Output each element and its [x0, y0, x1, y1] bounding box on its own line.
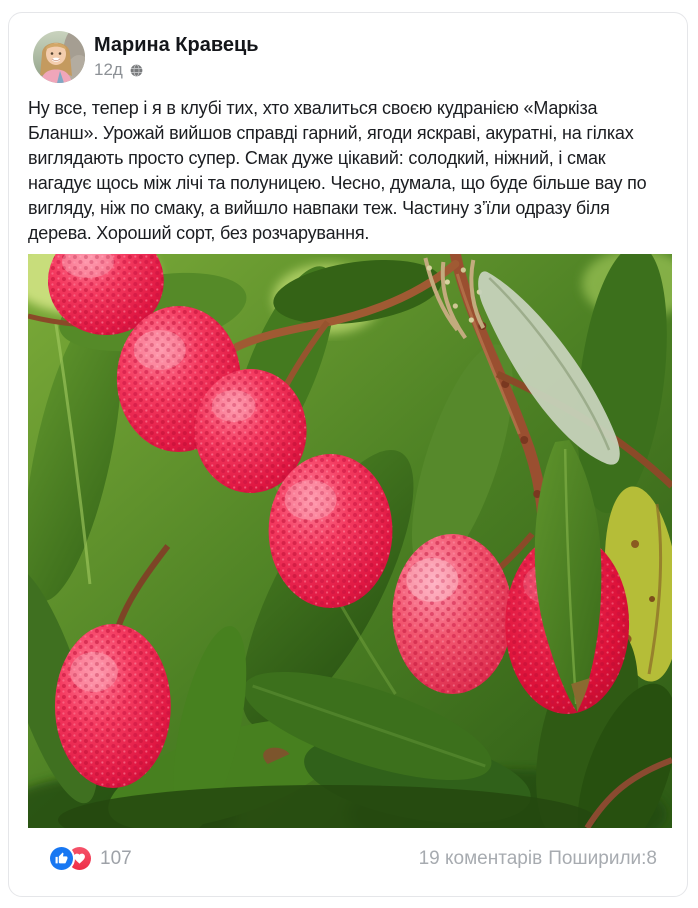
timestamp[interactable]: 12д — [94, 60, 123, 79]
lychee-center-main — [269, 454, 393, 608]
avatar-girl-photo — [33, 31, 85, 83]
like-icon — [50, 847, 73, 870]
lychee-bottom-left — [55, 624, 171, 788]
post-card — [8, 12, 688, 897]
comments-shares — [419, 848, 657, 870]
post-text: Ну все, тепер і я в клубі тих, хто хвалиться своєю кудранією «Маркіза Бланш». Урожай вийшов справді гарний, ягоди яскраві, акуратні, на гілках виглядають просто супер. Смак дуже цікавий: солодкий, ніжний, і смак нагадує щось між лічі та полуницею. Чесно, думала, що буде більше вау по вигляду, ніж по смаку, а вийшло навпаки теж. Частину з’їли одразу біля дерева. Хороший сорт, без розчарування. — [28, 98, 647, 243]
post-header — [9, 13, 687, 83]
post-footer — [9, 847, 687, 870]
post-photo[interactable] — [28, 254, 672, 828]
post-meta — [94, 60, 259, 80]
lychee-right-pink — [392, 534, 512, 694]
author-name[interactable]: Марина Кравець — [94, 34, 259, 56]
comments-count[interactable]: 19 коментарів — [418, 847, 543, 869]
avatar[interactable] — [33, 31, 85, 83]
header-text — [94, 31, 259, 80]
globe-icon — [130, 64, 143, 77]
shares-count[interactable]: Поширили:8 — [548, 847, 657, 869]
reaction-count: 107 — [100, 847, 132, 869]
reaction-summary[interactable] — [50, 847, 132, 870]
